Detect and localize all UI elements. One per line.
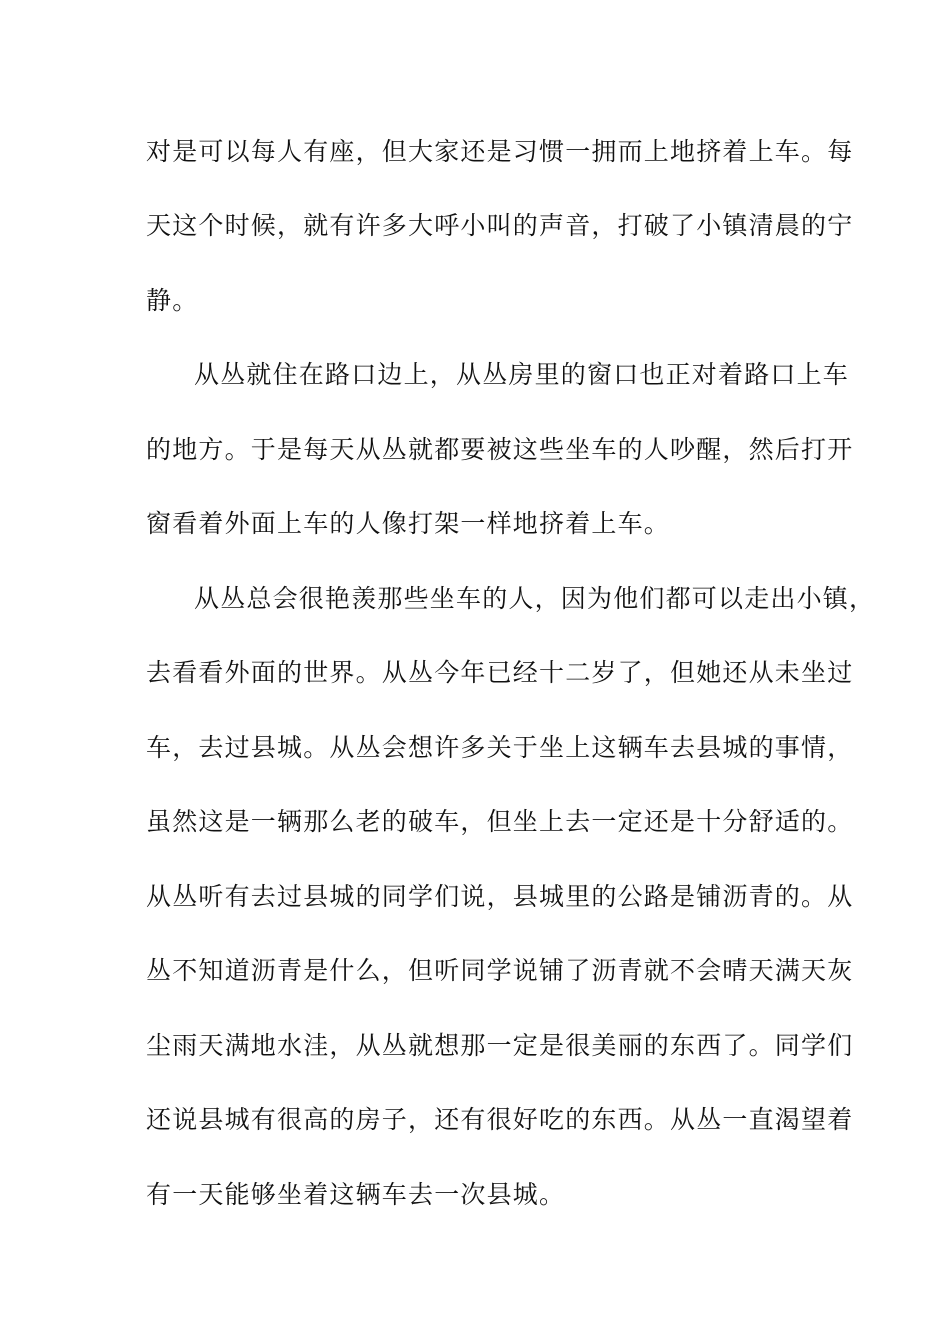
- text-line: 丛不知道沥青是什么，但听同学说铺了沥青就不会晴天满天灰: [146, 956, 854, 985]
- text-line: 虽然这是一辆那么老的破车，但坐上去一定还是十分舒适的。: [146, 807, 854, 836]
- text-line: 还说县城有很高的房子，还有很好吃的东西。从丛一直渴望着: [146, 1105, 854, 1134]
- paragraph-start-line: 从丛总会很艳羡那些坐车的人，因为他们都可以走出小镇，: [194, 584, 876, 613]
- text-line: 有一天能够坐着这辆车去一次县城。: [146, 1180, 566, 1209]
- text-line: 尘雨天满地水洼，从丛就想那一定是很美丽的东西了。同学们: [146, 1031, 854, 1060]
- text-line: 的地方。于是每天从丛就都要被这些坐车的人吵醒，然后打开: [146, 435, 854, 464]
- text-line: 静。: [146, 286, 199, 315]
- text-line: 从丛听有去过县城的同学们说，县城里的公路是铺沥青的。从: [146, 882, 854, 911]
- paragraph-start-line: 从丛就住在路口边上，从丛房里的窗口也正对着路口上车: [194, 360, 850, 389]
- text-line: 车，去过县城。从丛会想许多关于坐上这辆车去县城的事情，: [146, 733, 854, 762]
- text-line: 去看看外面的世界。从丛今年已经十二岁了，但她还从未坐过: [146, 658, 854, 687]
- text-line: 对是可以每人有座，但大家还是习惯一拥而上地挤着上车。每: [146, 137, 854, 166]
- text-line: 窗看着外面上车的人像打架一样地挤着上车。: [146, 509, 671, 538]
- text-line: 天这个时候，就有许多大呼小叫的声音，打破了小镇清晨的宁: [146, 211, 854, 240]
